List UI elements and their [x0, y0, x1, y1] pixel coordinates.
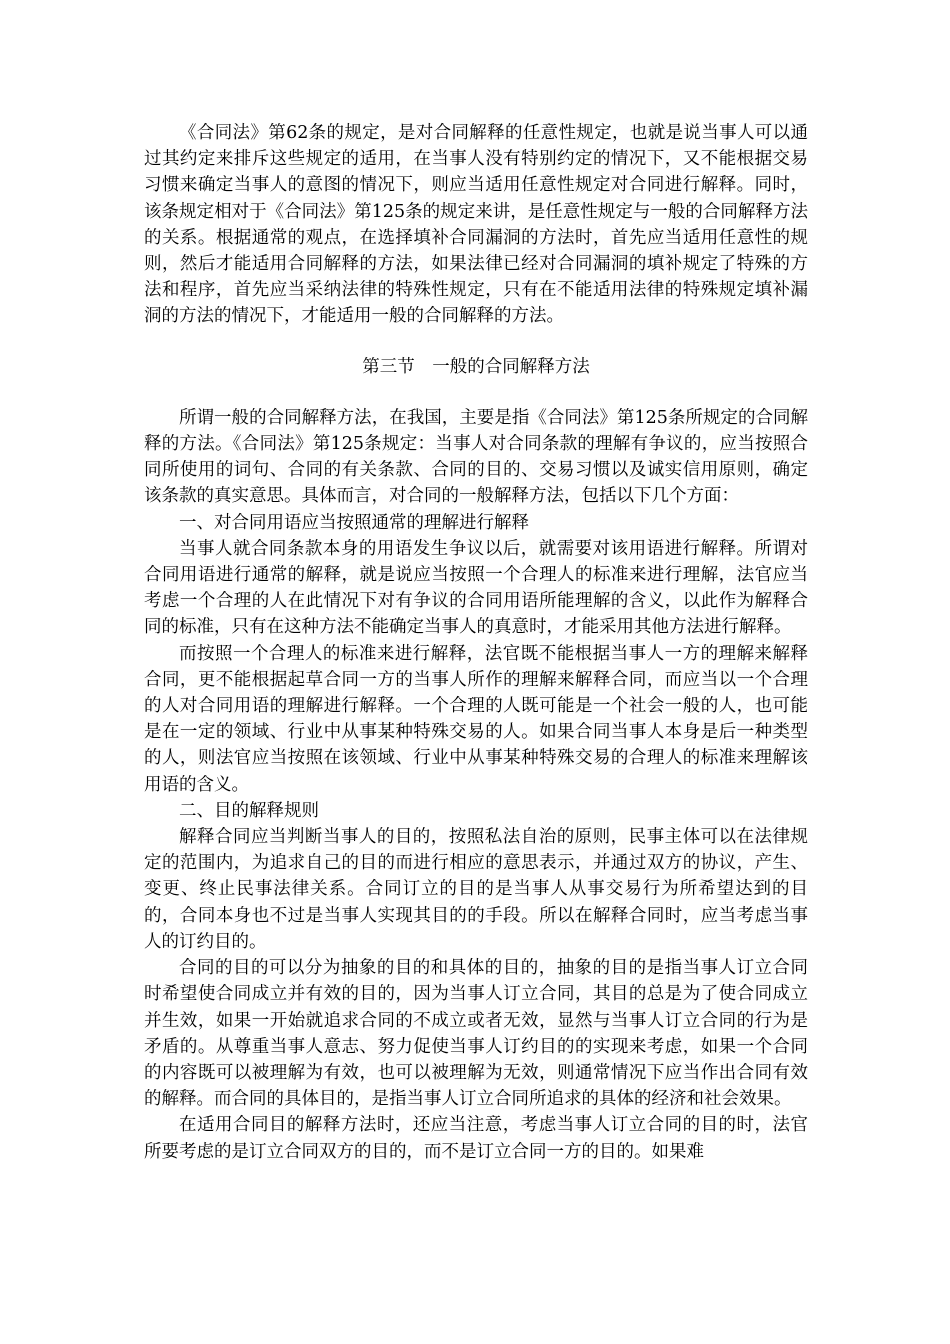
- section-intro-paragraph: 所谓一般的合同解释方法，在我国，主要是指《合同法》第125条所规定的合同解释的方法。《合同法》第125条规定：当事人对合同条款的理解有争议的，应当按照合同所使用的词句、合同的有关条款、合同的目的、交易习惯以及诚实信用原则，确定该条款的真实意思。具体而言，对合同的一般解释方法，包括以下几个方面：: [144, 407, 808, 507]
- subsection-2-paragraph-3: 在适用合同目的解释方法时，还应当注意，考虑当事人订立合同的目的时，法官所要考虑的是订立合同双方的目的，而不是订立合同一方的目的。如果难: [144, 1115, 808, 1162]
- subsection-1-paragraph-2: 而按照一个合理人的标准来进行解释，法官既不能根据当事人一方的理解来解释合同，更不能根据起草合同一方的当事人所作的理解来解释合同，而应当以一个合理的人对合同用语的理解进行解释。一个合理的人既可能是一个社会一般的人，也可能是在一定的领域、行业中从事某种特殊交易的人。如果合同当事人本身是后一种类型的人，则法官应当按照在该领域、行业中从事某种特殊交易的合理人的标准来理解该用语的含义。: [144, 643, 808, 795]
- section-title: 第三节 一般的合同解释方法: [362, 356, 590, 377]
- intro-paragraph: 《合同法》第62条的规定，是对合同解释的任意性规定，也就是说当事人可以通过其约定来排斥这些规定的适用，在当事人没有特别约定的情况下，又不能根据交易习惯来确定当事人的意图的情况下，则应当适用任意性规定对合同进行解释。同时，该条规定相对于《合同法》第125条的规定来讲，是任意性规定与一般的合同解释方法的关系。根据通常的观点，在选择填补合同漏洞的方法时，首先应当适用任意性的规则，然后才能适用合同解释的方法，如果法律已经对合同漏洞的填补规定了特殊的方法和程序，首先应当采纳法律的特殊性规定，只有在不能适用法律的特殊规定填补漏洞的方法的情况下，才能适用一般的合同解释的方法。: [144, 123, 808, 327]
- document-page: [144, 120, 808, 1165]
- subsection-1-paragraph-1: 当事人就合同条款本身的用语发生争议以后，就需要对该用语进行解释。所谓对合同用语进行通常的解释，就是说应当按照一个合理人的标准来进行理解，法官应当考虑一个合理的人在此情况下对有争议的合同用语所能理解的含义，以此作为解释合同的标准，只有在这种方法不能确定当事人的真意时，才能采用其他方法进行解释。: [144, 538, 808, 638]
- subsection-2-paragraph-1: 解释合同应当判断当事人的目的，按照私法自治的原则，民事主体可以在法律规定的范围内，为追求自己的目的而进行相应的意思表示，并通过双方的协议，产生、变更、终止民事法律关系。合同订立的目的是当事人从事交易行为所希望达到的目的，合同本身也不过是当事人实现其目的的手段。所以在解释合同时，应当考虑当事人的订约目的。: [144, 827, 808, 952]
- subsection-2-heading: 二、目的解释规则: [179, 800, 319, 821]
- subsection-2-paragraph-2: 合同的目的可以分为抽象的目的和具体的目的，抽象的目的是指当事人订立合同时希望使合同成立并有效的目的，因为当事人订立合同，其目的总是为了使合同成立并生效，如果一开始就追求合同的不成立或者无效，显然与当事人订立合同的行为是矛盾的。从尊重当事人意志、努力促使当事人订约目的的实现来考虑，如果一个合同的内容既可以被理解为有效，也可以被理解为无效，则通常情况下应当作出合同有效的解释。而合同的具体目的，是指当事人订立合同所追求的具体的经济和社会效果。: [144, 958, 808, 1110]
- subsection-1-heading: 一、对合同用语应当按照通常的理解进行解释: [179, 512, 529, 533]
